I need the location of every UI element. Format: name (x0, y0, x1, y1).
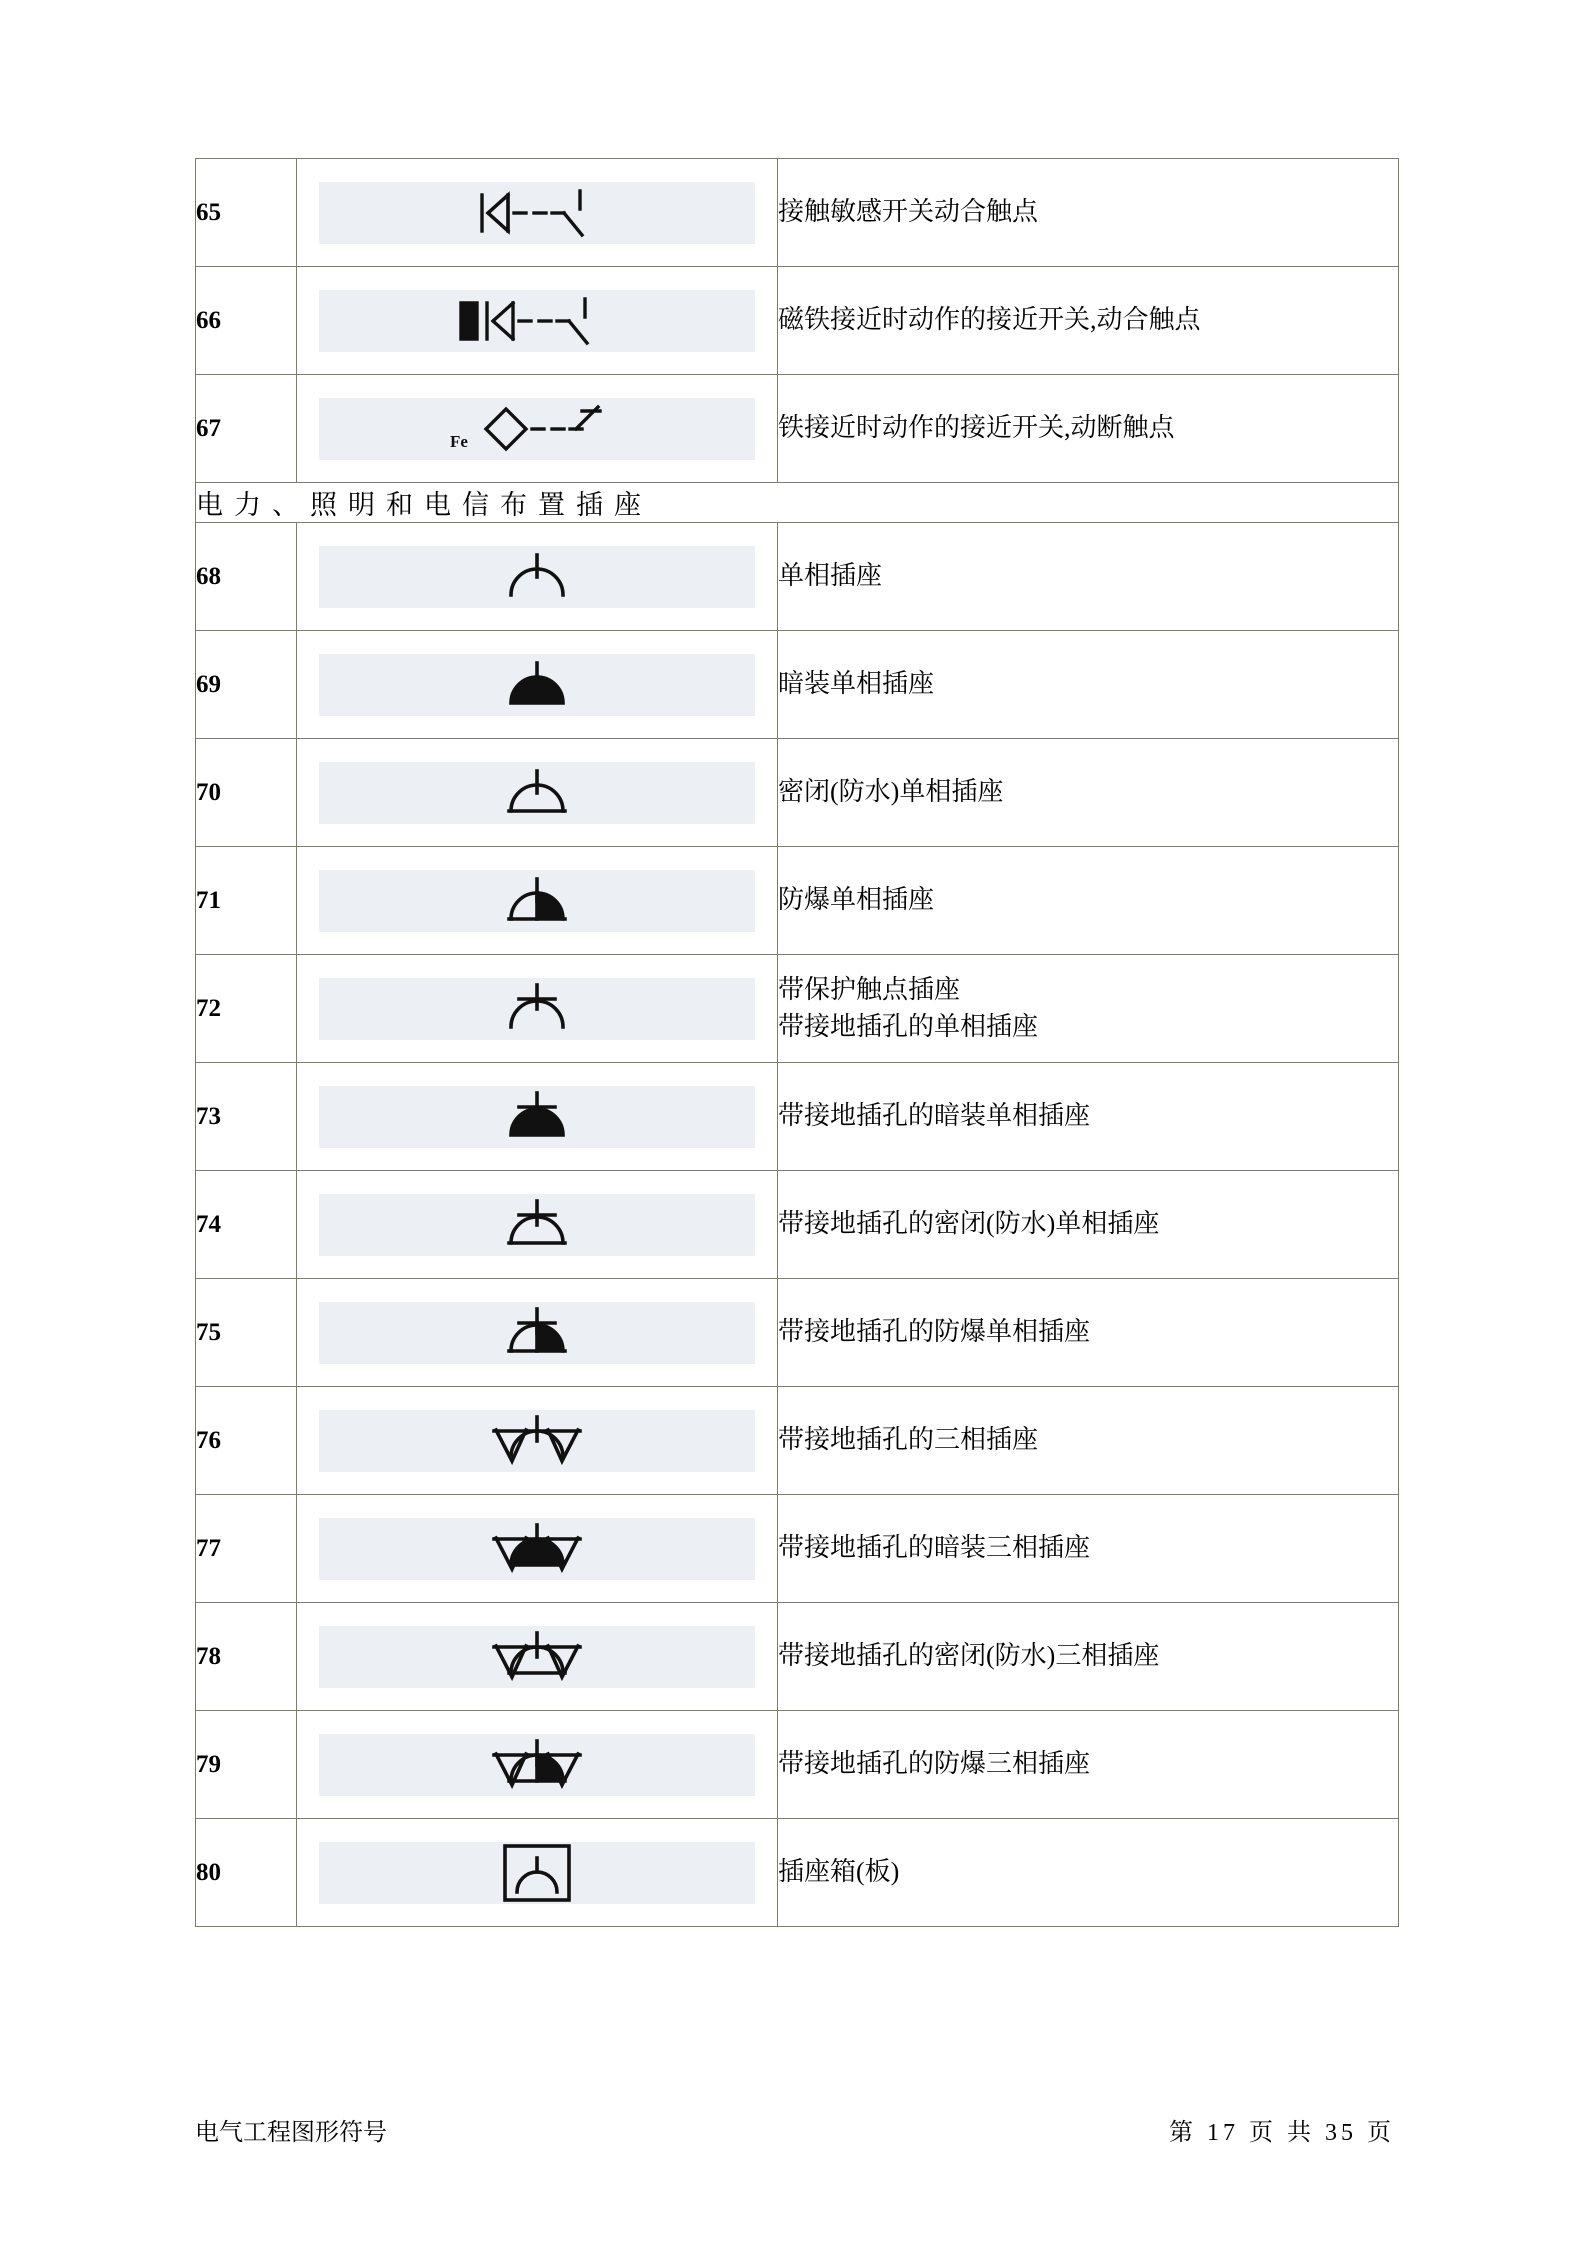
symbol-contact-sensitive-switch-make-contact-icon (319, 182, 755, 244)
table-row (196, 1711, 1399, 1819)
row-number: 70 (196, 739, 297, 847)
symbol-cell (297, 1171, 778, 1279)
description-line: 磁铁接近时动作的接近开关,动合触点 (778, 305, 1201, 335)
symbol-earthed-concealed-single-phase-socket-icon (319, 1086, 755, 1148)
symbol-cell (297, 523, 778, 631)
table-row (196, 955, 1399, 1063)
description-line: 带接地插孔的单相插座 (778, 1011, 1039, 1041)
footer-page-number: 第 17 页 共 35 页 (1169, 2120, 1395, 2146)
table-row (196, 1279, 1399, 1387)
symbol-cell (297, 1603, 778, 1711)
table-row (196, 159, 1399, 267)
table-row (196, 847, 1399, 955)
description-line: 带接地插孔的暗装三相插座 (778, 1533, 1091, 1563)
table-row (196, 1819, 1399, 1927)
description-line: 防爆单相插座 (778, 885, 935, 915)
symbol-cell (297, 1063, 778, 1171)
row-number: 68 (196, 523, 297, 631)
row-number: 65 (196, 159, 297, 267)
symbol-earthed-watertight-three-phase-socket-icon (319, 1626, 755, 1688)
fe-label: Fe (450, 431, 468, 451)
row-number: 69 (196, 631, 297, 739)
description-line: 带接地插孔的密闭(防水)单相插座 (778, 1209, 1160, 1239)
symbol-cell (297, 955, 778, 1063)
description-line: 带接地插孔的密闭(防水)三相插座 (778, 1641, 1160, 1671)
table-row (196, 523, 1399, 631)
symbol-earthed-concealed-three-phase-socket-icon (319, 1518, 755, 1580)
row-number: 78 (196, 1603, 297, 1711)
section-header-label: 电力、照明和电信布置插座 (196, 483, 1399, 523)
table-body (196, 159, 1399, 1927)
description-line: 插座箱(板) (778, 1857, 900, 1887)
symbol-socket-box-panel-icon (319, 1842, 755, 1904)
row-number: 72 (196, 955, 297, 1063)
symbol-cell (297, 159, 778, 267)
description-line: 带接地插孔的防爆单相插座 (778, 1317, 1091, 1347)
table-row (196, 739, 1399, 847)
description-line: 铁接近时动作的接近开关,动断触点 (778, 413, 1175, 443)
symbol-watertight-single-phase-socket-icon (319, 762, 755, 824)
footer-title: 电气工程图形符号 (195, 2120, 387, 2146)
row-number: 79 (196, 1711, 297, 1819)
description-cell (778, 267, 1399, 375)
description-line: 单相插座 (778, 561, 883, 591)
symbol-protective-contact-socket-icon (319, 978, 755, 1040)
section-header-row (196, 483, 1399, 523)
description-cell (778, 1495, 1399, 1603)
table-row (196, 1495, 1399, 1603)
symbol-single-phase-socket-icon (319, 546, 755, 608)
table-row (196, 1171, 1399, 1279)
electrical-symbol-table (195, 158, 1399, 1927)
symbol-earthed-watertight-single-phase-socket-icon (319, 1194, 755, 1256)
symbol-table-container (195, 158, 1395, 1927)
description-cell (778, 955, 1399, 1063)
description-cell (778, 631, 1399, 739)
row-number: 66 (196, 267, 297, 375)
table-row (196, 1387, 1399, 1495)
description-line: 带保护触点插座 (778, 974, 961, 1004)
description-cell (778, 1063, 1399, 1171)
symbol-magnet-proximity-switch-make-contact-icon (319, 290, 755, 352)
description-cell (778, 1387, 1399, 1495)
description-line: 带接地插孔的暗装单相插座 (778, 1101, 1091, 1131)
row-number: 77 (196, 1495, 297, 1603)
symbol-cell (297, 1711, 778, 1819)
symbol-cell (297, 847, 778, 955)
description-cell (778, 1711, 1399, 1819)
symbol-cell (297, 1387, 778, 1495)
description-line: 带接地插孔的防爆三相插座 (778, 1749, 1091, 1779)
symbol-earthed-explosionproof-single-phase-socket-icon (319, 1302, 755, 1364)
symbol-earthed-three-phase-socket-icon (319, 1410, 755, 1472)
description-cell (778, 159, 1399, 267)
symbol-concealed-single-phase-socket-icon (319, 654, 755, 716)
symbol-cell (297, 739, 778, 847)
description-cell (778, 1279, 1399, 1387)
table-row (196, 375, 1399, 483)
table-row (196, 1603, 1399, 1711)
description-cell (778, 1171, 1399, 1279)
page-footer (195, 2112, 1395, 2147)
symbol-cell (297, 375, 778, 483)
symbol-cell (297, 631, 778, 739)
description-cell (778, 1603, 1399, 1711)
description-line: 暗装单相插座 (778, 669, 935, 699)
symbol-cell (297, 1279, 778, 1387)
row-number: 74 (196, 1171, 297, 1279)
row-number: 76 (196, 1387, 297, 1495)
description-line: 带接地插孔的三相插座 (778, 1425, 1039, 1455)
symbol-earthed-explosionproof-three-phase-socket-icon (319, 1734, 755, 1796)
row-number: 67 (196, 375, 297, 483)
description-cell (778, 847, 1399, 955)
symbol-cell (297, 267, 778, 375)
description-cell (778, 375, 1399, 483)
symbol-cell (297, 1495, 778, 1603)
description-cell (778, 523, 1399, 631)
description-line: 密闭(防水)单相插座 (778, 777, 1004, 807)
table-row (196, 631, 1399, 739)
symbol-iron-proximity-switch-break-contact-icon (319, 398, 755, 460)
row-number: 71 (196, 847, 297, 955)
table-row (196, 1063, 1399, 1171)
description-cell (778, 1819, 1399, 1927)
row-number: 75 (196, 1279, 297, 1387)
description-cell (778, 739, 1399, 847)
row-number: 80 (196, 1819, 297, 1927)
table-row (196, 267, 1399, 375)
symbol-explosionproof-single-phase-socket-icon (319, 870, 755, 932)
description-line: 接触敏感开关动合触点 (778, 197, 1039, 227)
symbol-cell (297, 1819, 778, 1927)
row-number: 73 (196, 1063, 297, 1171)
